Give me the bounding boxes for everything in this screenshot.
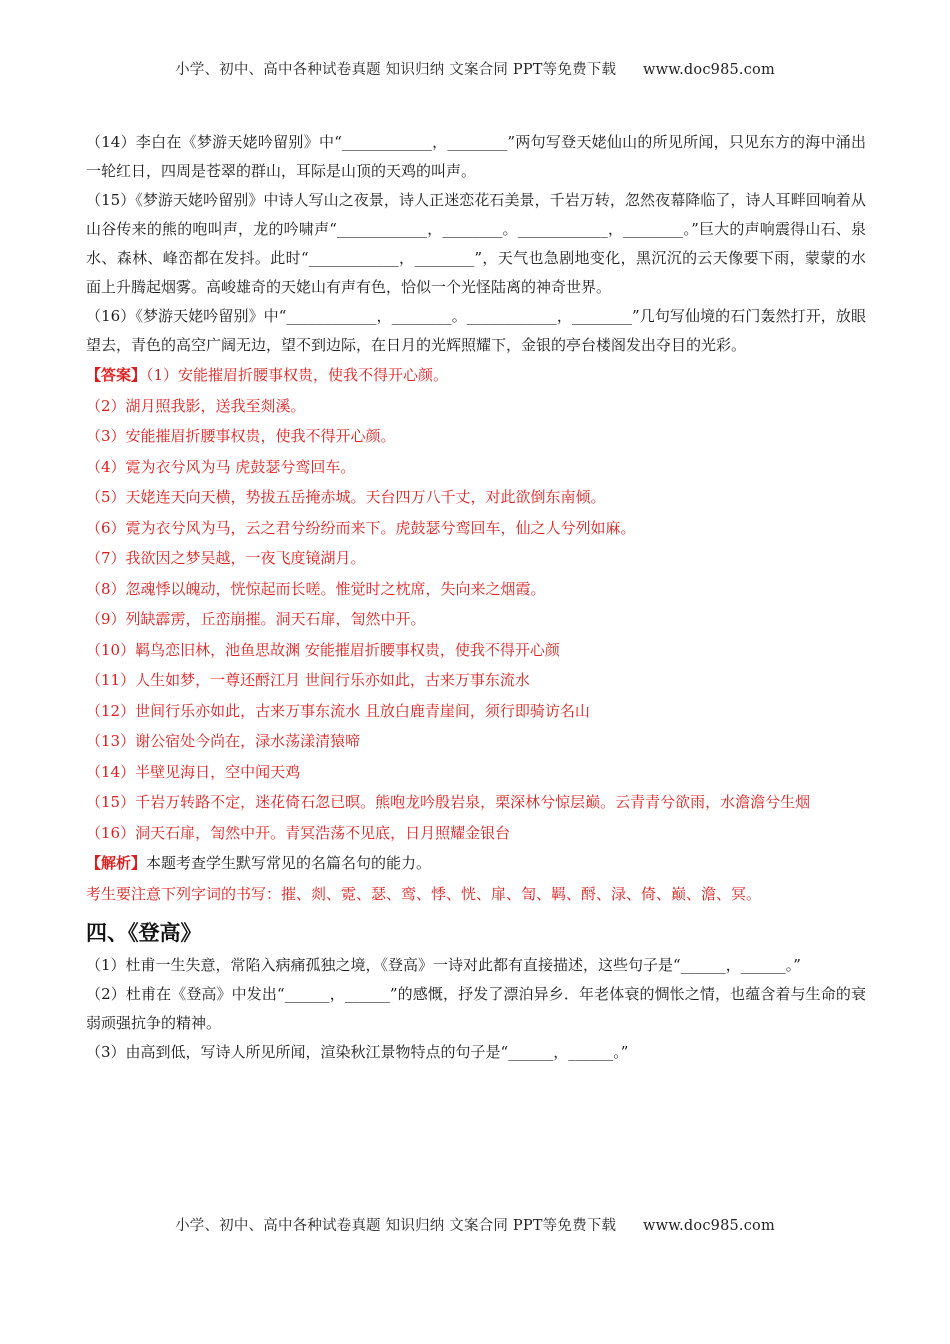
answer-10: （10）羁鸟恋旧林，池鱼思故渊 安能摧眉折腰事权贵，使我不得开心颜 xyxy=(86,640,560,659)
answer-7: （7）我欲因之梦吴越，一夜飞度镜湖月。 xyxy=(86,549,366,567)
page-header xyxy=(0,58,950,79)
page-footer xyxy=(0,1214,950,1235)
analysis-line xyxy=(86,848,866,879)
footer-text: 小学、初中、高中各种试卷真题 知识归纳 文案合同 PPT等免费下载 xyxy=(175,1218,617,1234)
header-text: 小学、初中、高中各种试卷真题 知识归纳 文案合同 PPT等免费下载 xyxy=(175,62,617,78)
answer-4: （4）霓为衣兮风为马 虎鼓瑟兮鸾回车。 xyxy=(86,457,356,476)
question-16: （16）《梦游天姥吟留别》中“____________，________。____________，________”几句写仙境的石门轰然打开，放眼望去，青色的高空广阔无边，望不到边际，在日月的光辉照耀下，金银的亭台楼阁发出夺目的光彩。 xyxy=(86,307,866,354)
answer-6: （6）霓为衣兮风为马，云之君兮纷纷而来下。虎鼓瑟兮鸾回车，仙之人兮列如麻。 xyxy=(86,518,636,537)
question-dg-1: （1）杜甫一生失意，常陷入病痛孤独之境，《登高》一诗对此都有直接描述，这些句子是“______，______。” xyxy=(86,956,801,974)
answer-2: （2）湖月照我影，送我至剡溪。 xyxy=(86,396,306,415)
question-dg-2: （2）杜甫在《登高》中发出“______，______”的感慨，抒发了漂泊异乡．年老体衰的惆怅之情，也蕴含着与生命的衰弱顽强抗争的精神。 xyxy=(86,985,866,1032)
question-15: （15）《梦游天姥吟留别》中诗人写山之夜景，诗人正迷恋花石美景，千岩万转，忽然夜幕降临了，诗人耳畔回响着从山谷传来的熊的咆叫声，龙的吟啸声“____________，________。____________，________。”巨大的声响震得山石、泉水、森林、峰峦都在发抖。此时“____________，________”，天气也急剧地变化，黑沉沉的云天像要下雨，蒙蒙的水面上升腾起烟雾。高峻雄奇的天姥山有声有色，恰似一个光怪陆离的神奇世界。 xyxy=(86,191,866,296)
analysis-tag: 【解析】 xyxy=(86,854,147,872)
answer-13: （13）谢公宿处今尚在，渌水荡漾清猿啼 xyxy=(86,732,361,750)
answer-11: （11）人生如梦，一尊还酹江月 世间行乐亦如此，古来万事东流水 xyxy=(86,671,530,689)
answer-1: （1）安能摧眉折腰事权贵，使我不得开心颜。 xyxy=(146,366,449,384)
analysis-note: 考生要注意下列字词的书写：摧、剡、霓、瑟、鸾、悸、恍、扉、訇、羁、酹、渌、倚、巅、澹、冥。 xyxy=(86,884,762,903)
question-dg-3: （3）由高到低，写诗人所见所闻，渲染秋江景物特点的句子是“______，______。” xyxy=(86,1043,629,1061)
page-content xyxy=(86,128,866,1067)
answer-16: （16）洞天石扉，訇然中开。青冥浩荡不见底，日月照耀金银台 xyxy=(86,823,511,842)
answer-tag: 【答案】 xyxy=(86,366,147,384)
header-url-link[interactable]: www.doc985.com xyxy=(642,62,775,78)
analysis-text: 本题考查学生默写常见的名篇名句的能力。 xyxy=(146,854,432,872)
question-14: （14）李白在《梦游天姥吟留别》中“____________，________”两句写登天姥仙山的所见所闻，只见东方的海中涌出一轮红日，四周是苍翠的群山，耳际是山顶的天鸡的叫声。 xyxy=(86,133,866,180)
footer-url-link[interactable]: www.doc985.com xyxy=(642,1218,775,1234)
answer-9: （9）列缺霹雳，丘峦崩摧。洞天石扉，訇然中开。 xyxy=(86,610,426,628)
answer-12: （12）世间行乐亦如此，古来万事东流水 且放白鹿青崖间，须行即骑访名山 xyxy=(86,701,590,720)
answer-line-1 xyxy=(86,360,866,391)
answer-3: （3）安能摧眉折腰事权贵，使我不得开心颜。 xyxy=(86,427,396,445)
answer-15: （15）千岩万转路不定，迷花倚石忽已暝。熊咆龙吟殷岩泉，栗深林兮惊层巅。云青青兮欲雨，水澹澹兮生烟 xyxy=(86,793,811,811)
section-title: 四、《登高》 xyxy=(86,921,202,945)
answer-5: （5）天姥连天向天横，势拔五岳掩赤城。天台四万八千丈，对此欲倒东南倾。 xyxy=(86,488,606,506)
answer-14: （14）半壁见海日，空中闻天鸡 xyxy=(86,762,301,781)
answer-8: （8）忽魂悸以魄动，恍惊起而长嗟。惟觉时之枕席，失向来之烟霞。 xyxy=(86,579,546,598)
